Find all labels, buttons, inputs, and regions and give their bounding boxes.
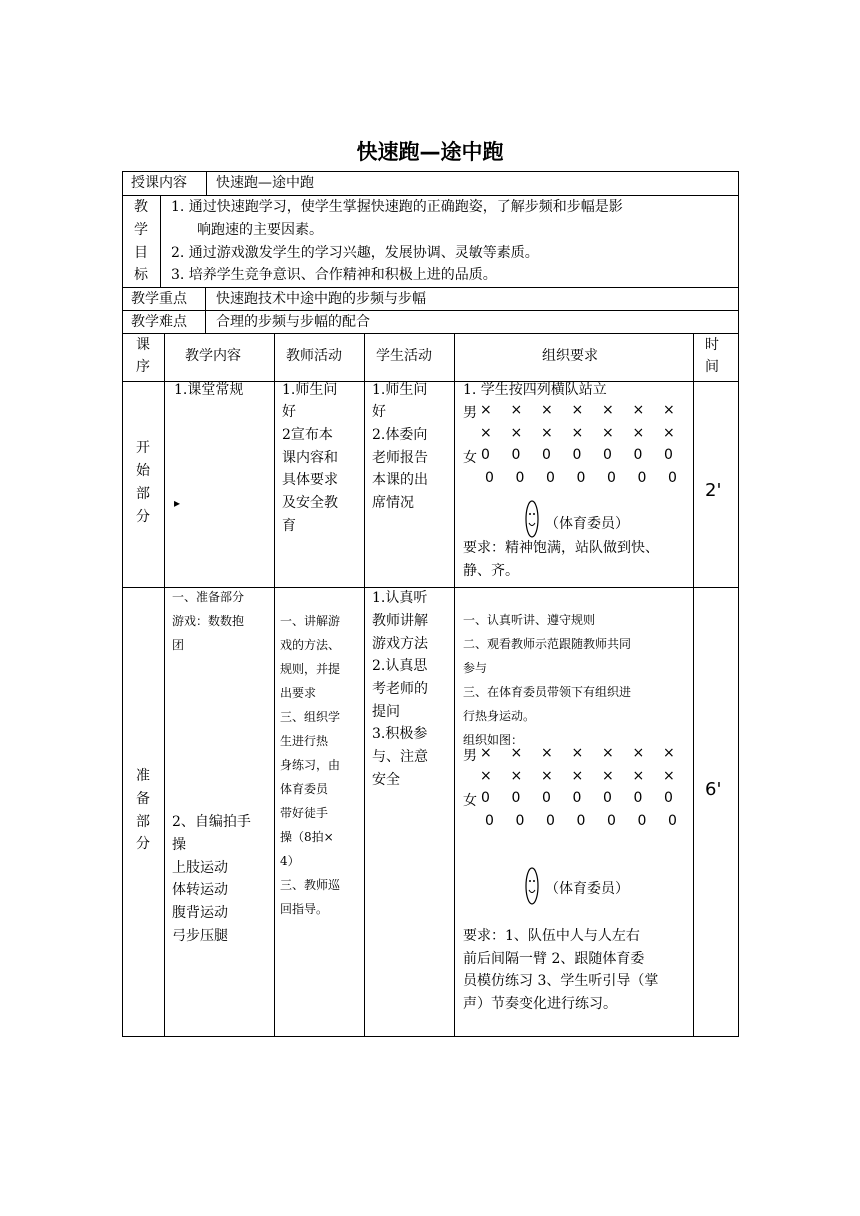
content-value: 快速跑—途中跑 (216, 175, 314, 191)
col-time-header: 时 (705, 337, 719, 353)
formation-mark: × (541, 402, 553, 418)
formation-mark: × (510, 402, 523, 418)
formation-mark: 0 (515, 469, 525, 486)
formation-gender-label: 男 (463, 405, 477, 421)
smiley-icon (525, 866, 539, 906)
formation-mark: × (663, 767, 675, 784)
formation-mark: 0 (633, 447, 643, 463)
formation-mark: 0 (668, 469, 677, 486)
formation-mark: 0 (633, 790, 643, 806)
formation-mark: × (602, 745, 614, 761)
formation-mark: 0 (542, 790, 551, 806)
formation-mark: × (480, 424, 492, 441)
goal-line: 1. 通过快速跑学习，使学生掌握快速跑的正确跑姿，了解步频和步幅是影 (171, 199, 623, 215)
leader-label: （体育委员） (545, 881, 629, 897)
col-order-header: 课 (136, 337, 150, 353)
section1-content: 1.课堂常规 (174, 382, 244, 398)
formation-mark: × (602, 767, 614, 784)
key-point-label: 教学重点 (131, 291, 187, 307)
formation-mark: × (541, 424, 553, 441)
formation-mark: 0 (542, 447, 551, 463)
formation-mark: × (480, 767, 492, 784)
col-organization-header: 组织要求 (542, 348, 598, 364)
page-title: 快速跑—途中跑 (356, 140, 504, 164)
formation-mark: 0 (485, 812, 494, 829)
formation-mark: × (541, 745, 553, 761)
formation-gender-label: 女 (463, 793, 477, 809)
formation-mark: 0 (603, 447, 612, 463)
formation-mark: × (571, 745, 584, 761)
formation-mark: 0 (576, 812, 586, 829)
formation-mark: 0 (607, 812, 616, 829)
formation-mark: 0 (576, 469, 586, 486)
formation-mark: × (632, 402, 645, 418)
formation-mark: × (541, 767, 553, 784)
formation-mark: 0 (637, 812, 647, 829)
formation-gender-label: 男 (463, 748, 477, 764)
formation-mark: 0 (572, 447, 582, 463)
goal-line: 3. 培养学生竞争意识、合作精神和积极上进的品质。 (171, 267, 497, 283)
formation-mark: × (571, 402, 584, 418)
formation-mark: 0 (603, 790, 612, 806)
formation-mark: × (663, 745, 675, 761)
goal-line: 2. 通过游戏激发学生的学习兴趣，发展协调、灵敏等素质。 (171, 245, 539, 261)
formation-mark: 0 (572, 790, 582, 806)
content-label: 授课内容 (131, 175, 187, 191)
formation-mark: 0 (485, 469, 494, 486)
formation-mark: × (632, 745, 645, 761)
formation-mark: × (571, 424, 584, 441)
formation-mark: × (663, 402, 675, 418)
key-point-value: 快速跑技术中途中跑的步频与步幅 (216, 291, 426, 307)
section1-time: 2' (705, 480, 722, 501)
formation-mark: 0 (511, 447, 521, 463)
goal-line: 响跑速的主要因素。 (197, 222, 323, 238)
leader-label: （体育委员） (545, 516, 629, 532)
formation-mark: × (602, 424, 614, 441)
col-teacher-header: 教师活动 (286, 348, 342, 364)
difficulty-value: 合理的步频与步幅的配合 (216, 314, 370, 330)
section1-org-heading: 1. 学生按四列横队站立 (463, 382, 607, 398)
formation-mark: × (632, 424, 645, 441)
formation-mark: × (480, 402, 492, 418)
formation-mark: 0 (668, 812, 677, 829)
formation-mark: 0 (607, 469, 616, 486)
formation-mark: × (510, 767, 523, 784)
formation-mark: 0 (546, 812, 555, 829)
difficulty-label: 教学难点 (131, 314, 187, 330)
formation-mark: × (632, 767, 645, 784)
formation-mark: × (602, 402, 614, 418)
col-student-header: 学生活动 (376, 348, 432, 364)
formation-gender-label: 女 (463, 450, 477, 466)
formation-mark: 0 (664, 447, 673, 463)
formation-mark: × (571, 767, 584, 784)
section2-time: 6' (705, 779, 722, 800)
formation-mark: 0 (546, 469, 555, 486)
smiley-icon (525, 499, 539, 539)
formation-mark: 0 (481, 790, 490, 806)
formation-mark: 0 (515, 812, 525, 829)
formation-mark: × (510, 424, 523, 441)
lesson-plan-table: 授课内容 快速跑—途中跑 教 学 目 标 1. 通过快速跑学习，使学生掌握快速跑的正确跑姿，了解步频和步幅是影 响跑速的主要因素。 2. 通过游戏激发学生的学习兴趣，发展协调、灵敏等素质。 3. 培养学生竞争意识、合作精神和积极上进的品质。 教学重点 快速跑技术中途中跑的步频与步幅 教学难点 合理的步频与步幅的配合 课 序 教学内容 教师活动 学生活动 组织要求 时 间 开 始 部 分 1.课堂常规 ▸ 1.师生问 好 2宣布本 课内容和 具体要求 及安全教 育 1.师生问 好 2.体委向 老师报告 本课的出 席情况 1. 学生按四列横队站立 男 × × × × × × × × × × × × × × 女 0 0 0 0 0 0 0 0 0 0 0 0 0 0 （体育委员） 要求：精神饱满，站队做到快、 静、齐。 2' 准 备 部 分 一、准备部分 游戏：数数抱 团 2、自编拍手 操 上肢运动 体转运动 腹背运动 弓步压腿 一、讲解游 戏的方法、 规则，并提 出要求 三、组织学 生进行热 身练习，由 体育委员 带好徒手 操（8拍× 4） 三、教师巡 回指导。 1.认真听 教师讲解 游戏方法 2.认真思 考老师的 提问 3.积极参 与、注意 安全 一、认真听讲、遵守规则 二、观看教师示范跟随教师共同 参与 三、在体育委员带领下有组织进 行热身运动。 组织如图： 男 × × × × × × × × × × × × × × 女 0 0 0 0 0 0 0 0 0 0 0 0 0 0 （体育委员） 要求：1、队伍中人与人左右 前后间隔一臂 2、跟随体育委 员模仿练习 3、学生听引导（掌 声）节奏变化进行练习。 6' (122, 171, 739, 1037)
formation-mark: × (480, 745, 492, 761)
col-content-header: 教学内容 (185, 348, 241, 364)
formation-mark: 0 (664, 790, 673, 806)
arrow-icon: ▸ (174, 496, 181, 510)
formation-mark: 0 (637, 469, 647, 486)
formation-mark: 0 (481, 447, 490, 463)
formation-mark: 0 (511, 790, 521, 806)
formation-mark: × (510, 745, 523, 761)
formation-mark: × (663, 424, 675, 441)
